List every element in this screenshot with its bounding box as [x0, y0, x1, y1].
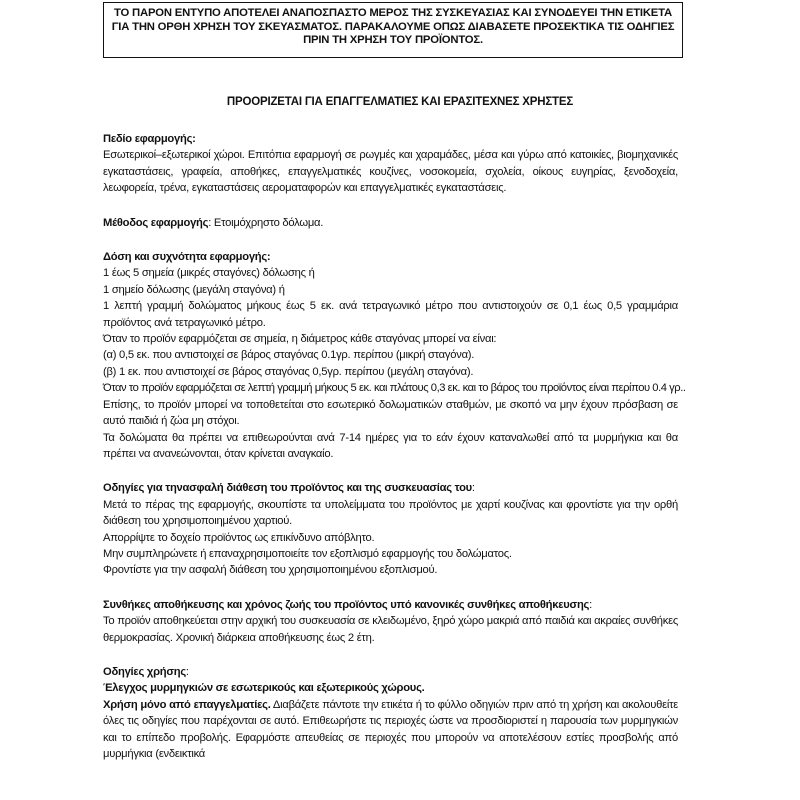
notice-line: ΓΙΑ ΤΗΝ ΟΡΘΗ ΧΡΗΣΗ ΤΟΥ ΣΚΕΥΑΣΜΑΤΟΣ. ΠΑΡΑΚΑΛΟΥΜΕ ΟΠΩΣ ΔΙΑΒΑΣΕΤΕ ΠΡΟΣΕΚΤΙΚΑ ΤΙΣ ΟΔΗΓΙΕΣ	[111, 20, 675, 33]
disposal-colon: :	[471, 482, 475, 495]
method-heading: Μέθοδος εφαρμογής	[103, 216, 209, 229]
dose-heading: Δόση και συχνότητα εφαρμογής:	[103, 251, 271, 264]
notice-line: ΤΟ ΠΑΡΟΝ ΕΝΤΥΠΟ ΑΠΟΤΕΛΕΙ ΑΝΑΠΟΣΠΑΣΤΟ ΜΕΡΟΣ ΤΗΣ ΣΥΣΚΕΥΑΣΙΑΣ ΚΑΙ ΣΥΝΟΔΕΥΕΙ ΤΗΝ ΕΤΙΚΕΤΑ	[114, 7, 672, 19]
scope-text: Εσωτερικοί–εξωτερικοί χώροι. Επιτόπια εφαρμογή σε ρωγμές και χαραμάδες, μέσα και γύρω από κατοικίες, βιομηχανικές εγκαταστάσεις, γραφεία, αποθήκες, επαγγελματικές κουζίνες, νοσοκομεία, σχολεία, οίκους ευγηρίας, ξενοδοχεία, λεωφορεία, τρένα, εγκαταστάσεις αεροματαφορών και επαγγελματικές εγκαταστάσεις.	[103, 149, 678, 195]
usage-heading: Οδηγίες χρήσης	[103, 665, 186, 678]
usage-colon: :	[185, 665, 189, 678]
storage-colon: :	[589, 598, 592, 611]
dose-line: 1 σημείο δόλωσης (μεγάλη σταγόνα) ή	[103, 283, 285, 296]
disposal-line: Μετά το πέρας της εφαρμογής, σκουπίστε τα υπολείμματα του προϊόντος με χαρτί κουζίνας και φροντίστε για την ορθή διάθεση του χρησιμοποιημένου χαρτιού.	[103, 498, 678, 528]
dose-line: 1 λεπτή γραμμή δολώματος μήκους έως 5 εκ. ανά τετραγωνικό μέτρο που αντιστοιχούν σε 0,1 έως 0,5 γραμμάρια προϊόντος ανά τετραγωνικό μέτρο.	[103, 300, 678, 329]
notice-box	[103, 2, 683, 58]
disposal-section	[103, 480, 678, 578]
method-text: : Ετοιμόχρηστο δόλωμα.	[208, 216, 324, 229]
storage-section	[103, 597, 678, 646]
disposal-line: Φροντίστε για την ασφαλή διάθεση του χρησιμοποιημένου εξοπλισμού.	[103, 564, 438, 577]
storage-heading: Συνθήκες αποθήκευσης και χρόνος ζωής του προϊόντος υπό κανονικές συνθήκες αποθήκευσης	[103, 598, 590, 611]
dose-line: (α) 0,5 εκ. που αντιστοιχεί σε βάρος σταγόνας 0.1γρ. περίπου (μικρή σταγόνα).	[103, 349, 475, 362]
usage-subheading: Έλεγχος μυρμηγκιών σε εσωτερικούς και εξωτερικούς χώρους.	[103, 682, 425, 695]
dose-line: Επίσης, το προϊόν μπορεί να τοποθετείται στο εσωτερικό δολωματικών σταθμών, με σκοπό να μην έχουν πρόσβαση σε αυτό παιδιά ή ζώα μη στόχοι.	[103, 398, 678, 428]
audience-heading: ΠΡΟΟΡΙΖΕΤΑΙ ΓΙΑ ΕΠΑΓΓΕΛΜΑΤΙΕΣ ΚΑΙ ΕΡΑΣΙΤΕΧΝΕΣ ΧΡΗΣΤΕΣ	[226, 96, 574, 108]
dose-line: (β) 1 εκ. που αντιστοιχεί σε βάρος σταγόνας 0,5γρ. περίπου (μεγάλη σταγόνα).	[103, 365, 474, 378]
storage-text: Το προϊόν αποθηκεύεται στην αρχική του συσκευασία σε κλειδωμένο, ξηρό χώρο μακριά από παιδιά και ακραίες συνθήκες θερμοκρασίας. Χρονική διάρκεια αποθήκευσης έως 2 έτη.	[103, 615, 678, 644]
disposal-heading: Οδηγίες για τηνασφαλή διάθεση του προϊόντος και της συσκευασίας του	[103, 482, 472, 495]
dose-line: 1 έως 5 σημεία (μικρές σταγόνες) δόλωσης ή	[103, 267, 315, 280]
notice-line: ΠΡΙΝ ΤΗ ΧΡΗΣΗ ΤΟΥ ΠΡΟΪΟΝΤΟΣ.	[303, 34, 483, 46]
dose-section	[103, 249, 686, 462]
document-body	[103, 131, 686, 780]
usage-lead: Χρήση μόνο από επαγγελματίες.	[103, 698, 271, 711]
scope-section	[103, 131, 678, 197]
disposal-line: Μην συμπληρώνετε ή επαναχρησιμοποιείτε τον εξοπλισμό εφαρμογής του δολώματος.	[103, 547, 512, 560]
dose-line: Όταν το προϊόν εφαρμόζεται σε σημεία, η διάμετρος κάθε σταγόνας μπορεί να είναι:	[103, 333, 497, 346]
dose-line: Όταν το προϊόν εφαρμόζεται σε λεπτή γραμμή μήκους 5 εκ. και πλάτους 0,3 εκ. και το βάρος του προϊόντος είναι περίπου 0.4 γρ..	[103, 382, 686, 395]
method-section	[103, 215, 678, 231]
disposal-line: Απορρίψτε το δοχείο προϊόντος ως επικίνδυνο απόβλητο.	[103, 531, 375, 544]
scope-heading: Πεδίο εφαρμογής:	[103, 133, 196, 145]
usage-text: Διαβάζετε πάντοτε την ετικέτα ή το φύλλο οδηγιών πριν από τη χρήση και ακολουθείτε όλες τις οδηγίες που παρέχονται σε αυτό. Επιθεωρήστε τις περιοχές ώστε να προσδιοριστεί η παρουσία των μυρμηγκιών και το επίπεδο προβολής. Εφαρμόστε απευθείας σε περιοχές που μπορούν να αποτελέσουν εστίες προσβολής από μυρμήγκια (ενδεικτικά	[103, 698, 679, 760]
usage-section	[103, 664, 678, 762]
dose-line: Τα δολώματα θα πρέπει να επιθεωρούνται ανά 7-14 ημέρες για το εάν έχουν καταναλωθεί από τα μυρμήγκια και θα πρέπει να ανανεώνονται, όταν κρίνεται αναγκαίο.	[103, 431, 678, 460]
